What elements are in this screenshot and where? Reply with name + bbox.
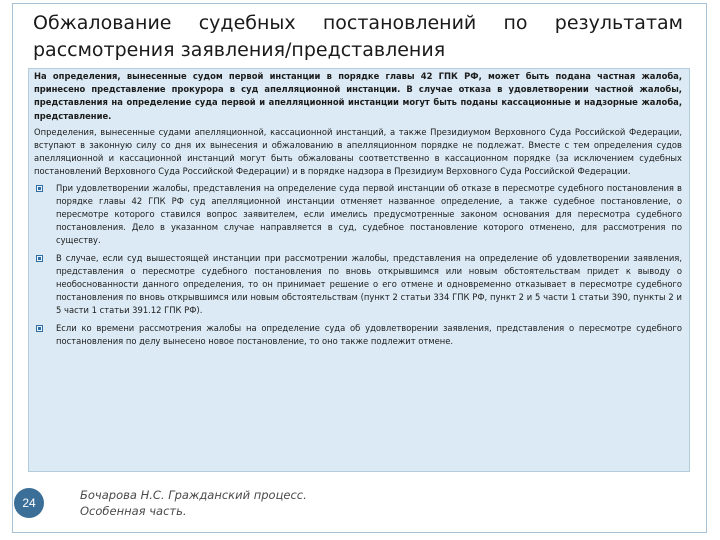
bullet-text: Если ко времени рассмотрения жалобы на определение суда об удовлетворении заявления, представления о пересмотре судебного постановления по делу вынесено новое постановление, то оно также подлежит отмене. [56,322,682,346]
checkbox-bullet-icon [36,255,43,262]
footer-author-line: Бочарова Н.С. Гражданский процесс. [80,488,307,502]
slide-title: Обжалование судебных постановлений по результатам рассмотрения заявления/представления [33,12,683,61]
bullet-text: При удовлетворении жалобы, представления на определение суда первой инстанции об отказе в пересмотре судебного постановления в порядке главы 42 ГПК РФ суд апелляционной инстанции отменяет названное определение, а также судебное постановление, о пересмотре которого ставился вопрос заявителем, если имелись предусмотренные законом основания для пересмотра судебного постановления. Дело в указанном случае направляется в суд, судебное постановление которого отменено, для рассмотрения по существу. [56,182,682,246]
bullet-item [34,182,682,248]
page-number-badge: 24 [14,488,44,518]
main-paragraph: Определения, вынесенные судами апелляционной, кассационной инстанций, а также Президиумом Верховного Суда Российской Федерации, вступают в законную силу со дня их вынесения и обжалованию в апелляционном порядке не подлежат. Вместе с тем определения судов апелляционной и кассационной инстанций могут быть обжалованы соответственно в кассационном порядке (за исключением судебных постановлений Верховного Суда Российской Федерации) и в порядке надзора в Президиум Верховного Суда Российской Федерации. [34,126,682,177]
footer-citation [80,487,307,519]
bullet-list [34,182,682,348]
bullet-item [34,252,682,318]
content-box [28,68,690,472]
checkbox-bullet-icon [36,185,43,192]
intro-paragraph: На определения, вынесенные судом первой инстанции в порядке главы 42 ГПК РФ, может быть подана частная жалоба, принесено представление прокурора в суд апелляционной инстанции. В случае отказа в удовлетворении частной жалобы, представления на определение суда первой и апелляционной инстанции могут быть поданы кассационные и надзорные жалоба, представление. [34,71,682,121]
footer-subtitle-line: Особенная часть. [80,504,187,518]
bullet-text: В случае, если суд вышестоящей инстанции при рассмотрении жалобы, представления на определение об удовлетворении заявления, представления о пересмотре судебного постановления по вновь открывшимся или новым обстоятельствам придет к выводу о необоснованности данного определения, то он принимает решение о его отмене и одновременно отказывает в пересмотре судебного постановления по вновь открывшимся или новым обстоятельствам (пункт 2 статьи 334 ГПК РФ, пункт 2 и 5 части 1 статьи 390, пункты 2 и 5 части 1 статьи 391.12 ГПК РФ). [56,252,682,316]
bullet-item [34,322,682,348]
checkbox-bullet-icon [36,325,43,332]
